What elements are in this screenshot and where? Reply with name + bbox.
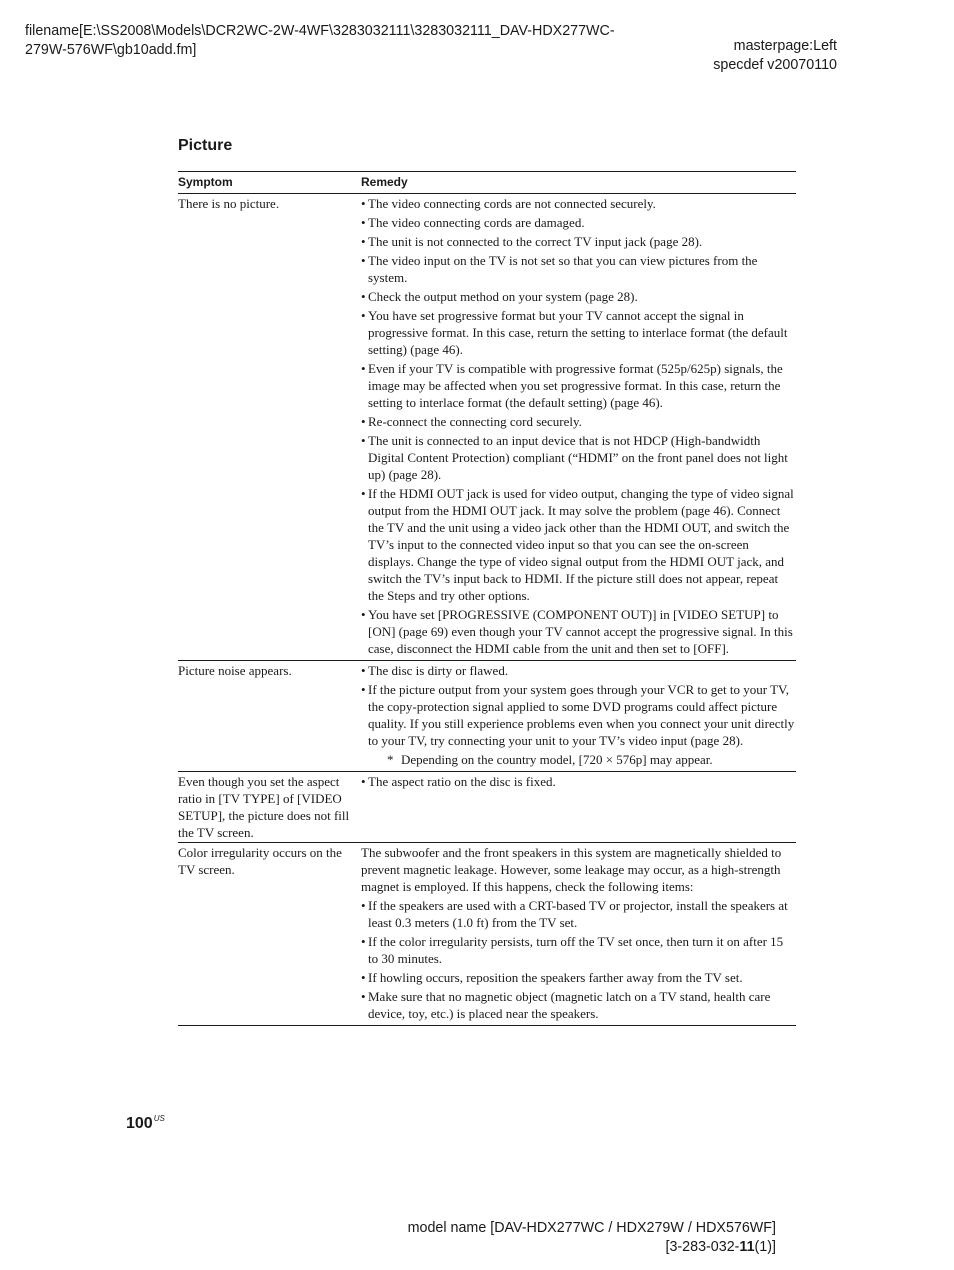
remedy-note <box>361 751 796 768</box>
page-region-suffix: US <box>153 1114 165 1123</box>
remedy-cell <box>361 772 796 843</box>
filename-line-1: filename[E:\SS2008\Models\DCR2WC-2W-4WF\3283032111\3283032111_DAV-HDX277WC- <box>25 23 615 39</box>
remedy-list <box>361 662 796 749</box>
header-filename <box>25 22 635 60</box>
bullet-icon: • <box>361 414 366 429</box>
remedy-item <box>361 233 796 250</box>
remedy-list <box>361 195 796 657</box>
remedy-item-text: Even if your TV is compatible with progressive format (525p/625p) signals, the image may be affected when you set progressive format. In this case, return the setting to interlace format (the default setting) (page 46). <box>368 361 783 410</box>
remedy-cell <box>361 843 796 1026</box>
remedy-item-text: The unit is not connected to the correct TV input jack (page 28). <box>368 234 703 249</box>
remedy-item-text: The aspect ratio on the disc is fixed. <box>368 774 556 789</box>
troubleshooting-table <box>178 171 796 1026</box>
bullet-icon: • <box>361 934 366 949</box>
remedy-item-text: If howling occurs, reposition the speakers farther away from the TV set. <box>368 970 743 985</box>
symptom-cell: Picture noise appears. <box>178 661 361 772</box>
remedy-item <box>361 485 796 604</box>
bullet-icon: • <box>361 663 366 678</box>
table-row <box>178 194 796 661</box>
remedy-item <box>361 662 796 679</box>
remedy-item-text: You have set progressive format but your TV cannot accept the signal in progressive format. In this case, return the setting to interlace format (the default setting) (page 46). <box>368 308 788 357</box>
remedy-item <box>361 214 796 231</box>
remedy-item-text: The video connecting cords are not connected securely. <box>368 196 656 211</box>
bullet-icon: • <box>361 898 366 913</box>
remedy-item <box>361 360 796 411</box>
remedy-item-text: The video input on the TV is not set so that you can view pictures from the system. <box>368 253 758 285</box>
table-row <box>178 661 796 772</box>
remedy-item-text: If the color irregularity persists, turn off the TV set once, then turn it on after 15 to 30 minutes. <box>368 934 784 966</box>
remedy-item-text: The disc is dirty or flawed. <box>368 663 509 678</box>
remedy-item <box>361 195 796 212</box>
table-header-row <box>178 172 796 194</box>
remedy-item <box>361 897 796 931</box>
remedy-item <box>361 988 796 1022</box>
remedy-item <box>361 307 796 358</box>
remedy-item-text: Re-connect the connecting cord securely. <box>368 414 582 429</box>
remedy-intro: The subwoofer and the front speakers in this system are magnetically shielded to prevent magnetic leakage. However, some leakage may occur, as a high-strength magnet is employed. If this happens, check the following items: <box>361 845 782 894</box>
code-bold: 11 <box>739 1239 755 1255</box>
bullet-icon: • <box>361 486 366 501</box>
symptom-cell: Even though you set the aspect ratio in [TV TYPE] of [VIDEO SETUP], the picture does not fill the TV screen. <box>178 772 361 843</box>
bullet-icon: • <box>361 253 366 268</box>
masterpage-label: masterpage:Left <box>733 38 837 54</box>
remedy-item <box>361 606 796 657</box>
symptom-cell: Color irregularity occurs on the TV screen. <box>178 843 361 1026</box>
code-prefix: [3-283-032- <box>665 1239 740 1255</box>
bullet-icon: • <box>361 289 366 304</box>
remedy-cell <box>361 661 796 772</box>
remedy-item <box>361 681 796 749</box>
asterisk-icon: * <box>387 752 394 767</box>
remedy-item <box>361 432 796 483</box>
bullet-icon: • <box>361 308 366 323</box>
remedy-item-text: Check the output method on your system (page 28). <box>368 289 638 304</box>
header-masterpage <box>713 37 837 75</box>
footer-model-name: model name [DAV-HDX277WC / HDX279W / HDX576WF] <box>407 1220 776 1236</box>
column-header-remedy: Remedy <box>361 172 796 194</box>
table-row <box>178 843 796 1026</box>
remedy-item <box>361 288 796 305</box>
footer <box>408 1219 776 1257</box>
section-title: Picture <box>178 137 233 154</box>
remedy-list <box>361 897 796 1022</box>
bullet-icon: • <box>361 682 366 697</box>
code-suffix: (1)] <box>754 1239 776 1255</box>
filename-line-2: 279W-576WF\gb10add.fm] <box>25 42 197 58</box>
remedy-item-text: If the speakers are used with a CRT-based TV or projector, install the speakers at least 0.3 meters (1.0 ft) from the TV set. <box>368 898 788 930</box>
remedy-cell <box>361 194 796 661</box>
bullet-icon: • <box>361 234 366 249</box>
remedy-item-text: Make sure that no magnetic object (magnetic latch on a TV stand, health care device, toy, etc.) is placed near the speakers. <box>368 989 771 1021</box>
footer-part-code <box>408 1238 776 1257</box>
remedy-item-text: If the picture output from your system goes through your VCR to get to your TV, the copy-protection signal applied to some DVD programs could affect picture quality. If you still experience problems even when you connect your unit directly to your TV, try connecting your unit to your TV’s video input (page 28). <box>368 682 795 748</box>
remedy-list <box>361 773 796 790</box>
remedy-item <box>361 933 796 967</box>
page-number <box>126 1114 165 1133</box>
bullet-icon: • <box>361 607 366 622</box>
bullet-icon: • <box>361 433 366 448</box>
remedy-item <box>361 413 796 430</box>
remedy-item-text: You have set [PROGRESSIVE (COMPONENT OUT)] in [VIDEO SETUP] to [ON] (page 69) even though your TV cannot accept the progressive signal. In this case, disconnect the HDMI cable from the unit and then set to [OFF]. <box>368 607 793 656</box>
table-row <box>178 772 796 843</box>
specdef-label: specdef v20070110 <box>713 57 837 73</box>
table-body <box>178 194 796 1026</box>
bullet-icon: • <box>361 196 366 211</box>
bullet-icon: • <box>361 970 366 985</box>
remedy-item-text: The video connecting cords are damaged. <box>368 215 585 230</box>
remedy-item <box>361 252 796 286</box>
column-header-symptom: Symptom <box>178 172 361 194</box>
symptom-cell: There is no picture. <box>178 194 361 661</box>
page-number-value: 100 <box>126 1115 153 1132</box>
bullet-icon: • <box>361 215 366 230</box>
bullet-icon: • <box>361 774 366 789</box>
remedy-item-text: If the HDMI OUT jack is used for video output, changing the type of video signal output from the HDMI OUT jack. It may solve the problem (page 46). Connect the TV and the unit using a video jack other than the HDMI OUT, and switch the TV’s input to the connected video input so that you can see the on-screen displays. Change the type of video signal output from the HDMI OUT jack, and switch the TV’s input back to HDMI. If the picture still does not appear, repeat the Steps and try other options. <box>368 486 794 603</box>
remedy-item <box>361 969 796 986</box>
remedy-item-text: The unit is connected to an input device that is not HDCP (High-bandwidth Digital Content Protection) compliant (“HDMI” on the front panel does not light up) (page 28). <box>368 433 788 482</box>
bullet-icon: • <box>361 361 366 376</box>
bullet-icon: • <box>361 989 366 1004</box>
remedy-item <box>361 773 796 790</box>
remedy-note-text: Depending on the country model, [720 × 576p] may appear. <box>401 752 713 767</box>
